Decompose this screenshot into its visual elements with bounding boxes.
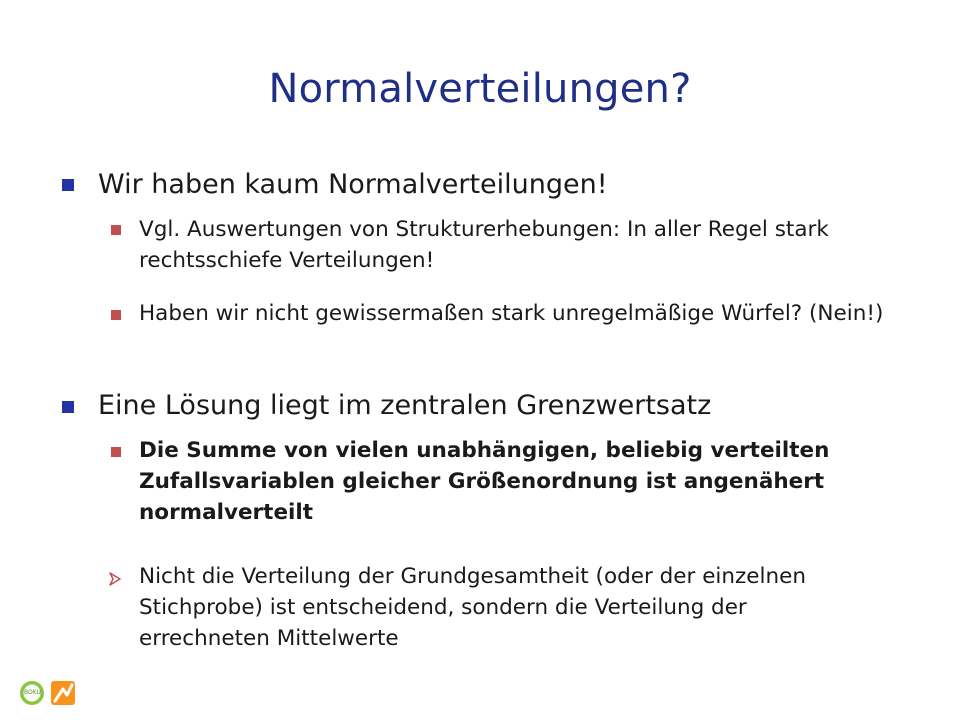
bullet-level2-text-bold: Die Summe von vielen unabhängigen, beliebig verteilten Zufallsvariablen gleicher Größenordnung ist angenähert normalverteilt [139, 438, 830, 525]
bullet-level2-text: Nicht die Verteilung der Grundgesamtheit (oder der einzelnen Stichprobe) ist entscheidend, sondern die Verteilung der errechneten Mittelwerte [139, 564, 806, 651]
slide-title: Normalverteilungen? [268, 66, 692, 112]
square-bullet-icon [111, 310, 121, 320]
arrow-bullet-icon [108, 572, 122, 586]
square-bullet-icon [111, 447, 121, 457]
square-bullet-icon [62, 401, 74, 413]
square-bullet-icon [111, 225, 121, 235]
bullet-level1-text: Eine Lösung liegt im zentralen Grenzwertsatz [98, 390, 712, 421]
bullet-level2-text: Vgl. Auswertungen von Strukturerhebungen: In aller Regel stark rechtsschiefe Verteilungen! [139, 217, 829, 273]
bullet-level1-text: Wir haben kaum Normalverteilungen! [98, 169, 608, 200]
logo-text: BOKU [24, 689, 41, 696]
bullet-level2-text: Haben wir nicht gewissermaßen stark unregelmäßige Würfel? (Nein!) [139, 301, 884, 326]
square-bullet-icon [62, 179, 74, 191]
